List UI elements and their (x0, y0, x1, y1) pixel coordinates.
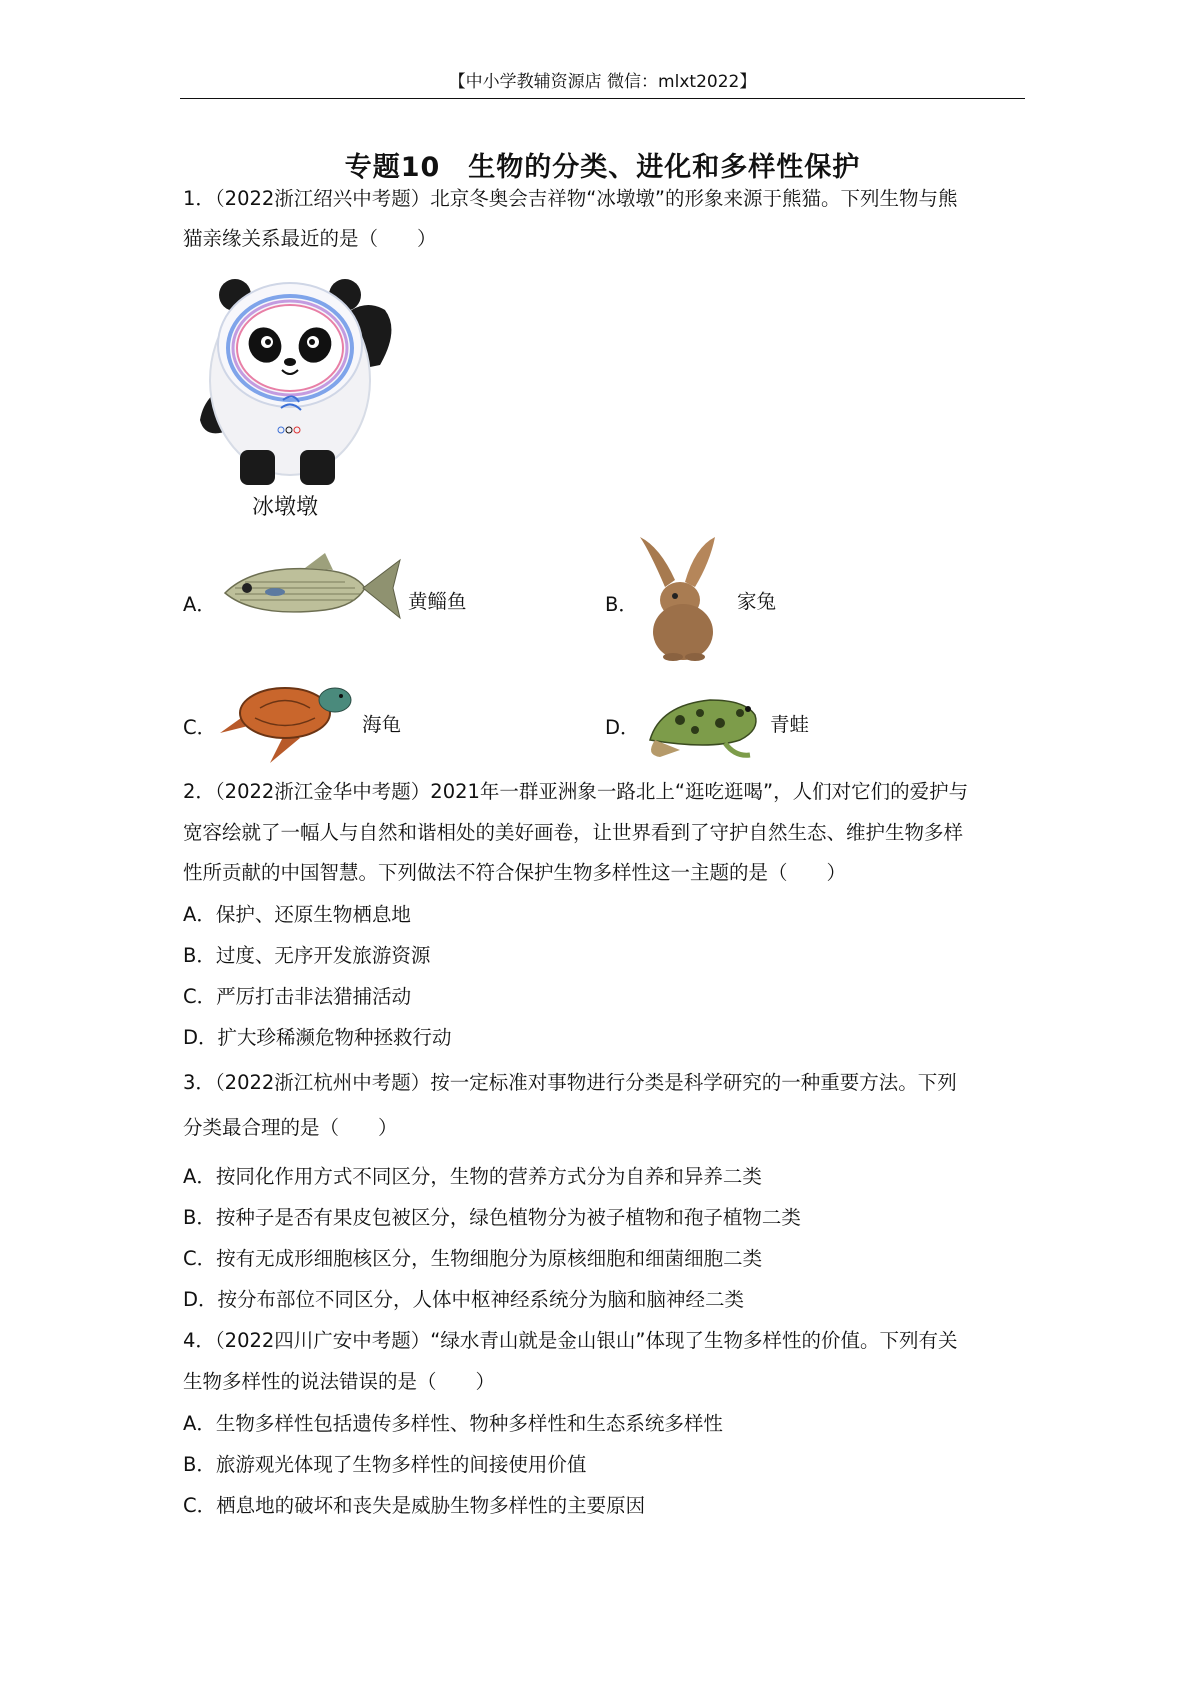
q1-option-c-label: 海龟 (362, 713, 402, 736)
question-2-option-b: B．过度、无序开发旅游资源 (183, 944, 431, 967)
question-2-option-a: A．保护、还原生物栖息地 (183, 903, 411, 926)
question-4-option-b: B．旅游观光体现了生物多样性的间接使用价值 (183, 1453, 587, 1476)
question-3-text-line-2: 分类最合理的是（ ） (183, 1116, 398, 1139)
rabbit-image (635, 532, 730, 662)
question-3-option-c: C．按有无成形细胞核区分，生物细胞分为原核细胞和细菌细胞二类 (183, 1247, 763, 1270)
question-4-option-a: A．生物多样性包括遗传多样性、物种多样性和生态系统多样性 (183, 1412, 723, 1435)
question-2-text-line-1: 2．（2022浙江金华中考题）2021年一群亚洲象一路北上“逛吃逛喝”，人们对它们的爱护与 (183, 780, 969, 803)
question-2-option-c: C．严厉打击非法猎捕活动 (183, 985, 412, 1008)
fish-image (215, 548, 405, 628)
header-divider (180, 98, 1025, 99)
q1-option-b-label: 家兔 (737, 590, 777, 613)
page-title: 专题10 生物的分类、进化和多样性保护 (344, 152, 861, 183)
mascot-image (185, 270, 415, 492)
q1-option-a-label: 黄鲻鱼 (408, 590, 467, 613)
q1-option-b-letter: B． (605, 593, 638, 616)
q1-option-c-letter: C． (183, 716, 217, 739)
question-2-text-line-3: 性所贡献的中国智慧。下列做法不符合保护生物多样性这一主题的是（ ） (183, 861, 847, 884)
question-4-option-c: C．栖息地的破坏和丧失是威胁生物多样性的主要原因 (183, 1494, 646, 1517)
mascot-leg-left (240, 450, 275, 485)
question-3-option-a: A．按同化作用方式不同区分，生物的营养方式分为自养和异养二类 (183, 1165, 762, 1188)
question-3-option-b: B．按种子是否有果皮包被区分，绿色植物分为被子植物和孢子植物二类 (183, 1206, 801, 1229)
page-header: 【中小学教辅资源店 微信：mlxt2022】 (448, 72, 757, 92)
mascot-caption: 冰墩墩 (252, 495, 319, 520)
question-4-text-line-2: 生物多样性的说法错误的是（ ） (183, 1370, 496, 1393)
question-3-text-line-1: 3．（2022浙江杭州中考题）按一定标准对事物进行分类是科学研究的一种重要方法。下列 (183, 1071, 957, 1094)
q1-option-d-letter: D． (605, 716, 640, 739)
question-2-text-line-2: 宽容绘就了一幅人与自然和谐相处的美好画卷，让世界看到了守护自然生态、维护生物多样 (183, 821, 964, 844)
turtle-image (215, 678, 360, 763)
question-1-text-line-2: 猫亲缘关系最近的是（ ） (183, 227, 437, 250)
frog-image (640, 685, 770, 760)
question-4-text-line-1: 4．（2022四川广安中考题）“绿水青山就是金山银山”体现了生物多样性的价值。下列有关 (183, 1329, 958, 1352)
question-3-option-d: D．按分布部位不同区分，人体中枢神经系统分为脑和脑神经二类 (183, 1288, 745, 1311)
q1-option-a-letter: A． (183, 593, 216, 616)
question-2-option-d: D．扩大珍稀濒危物种拯救行动 (183, 1026, 452, 1049)
mascot-leg-right (300, 450, 335, 485)
q1-option-d-label: 青蛙 (770, 713, 810, 736)
question-1-text-line-1: 1．（2022浙江绍兴中考题）北京冬奥会吉祥物“冰墩墩”的形象来源于熊猫。下列生物与熊 (183, 187, 958, 210)
